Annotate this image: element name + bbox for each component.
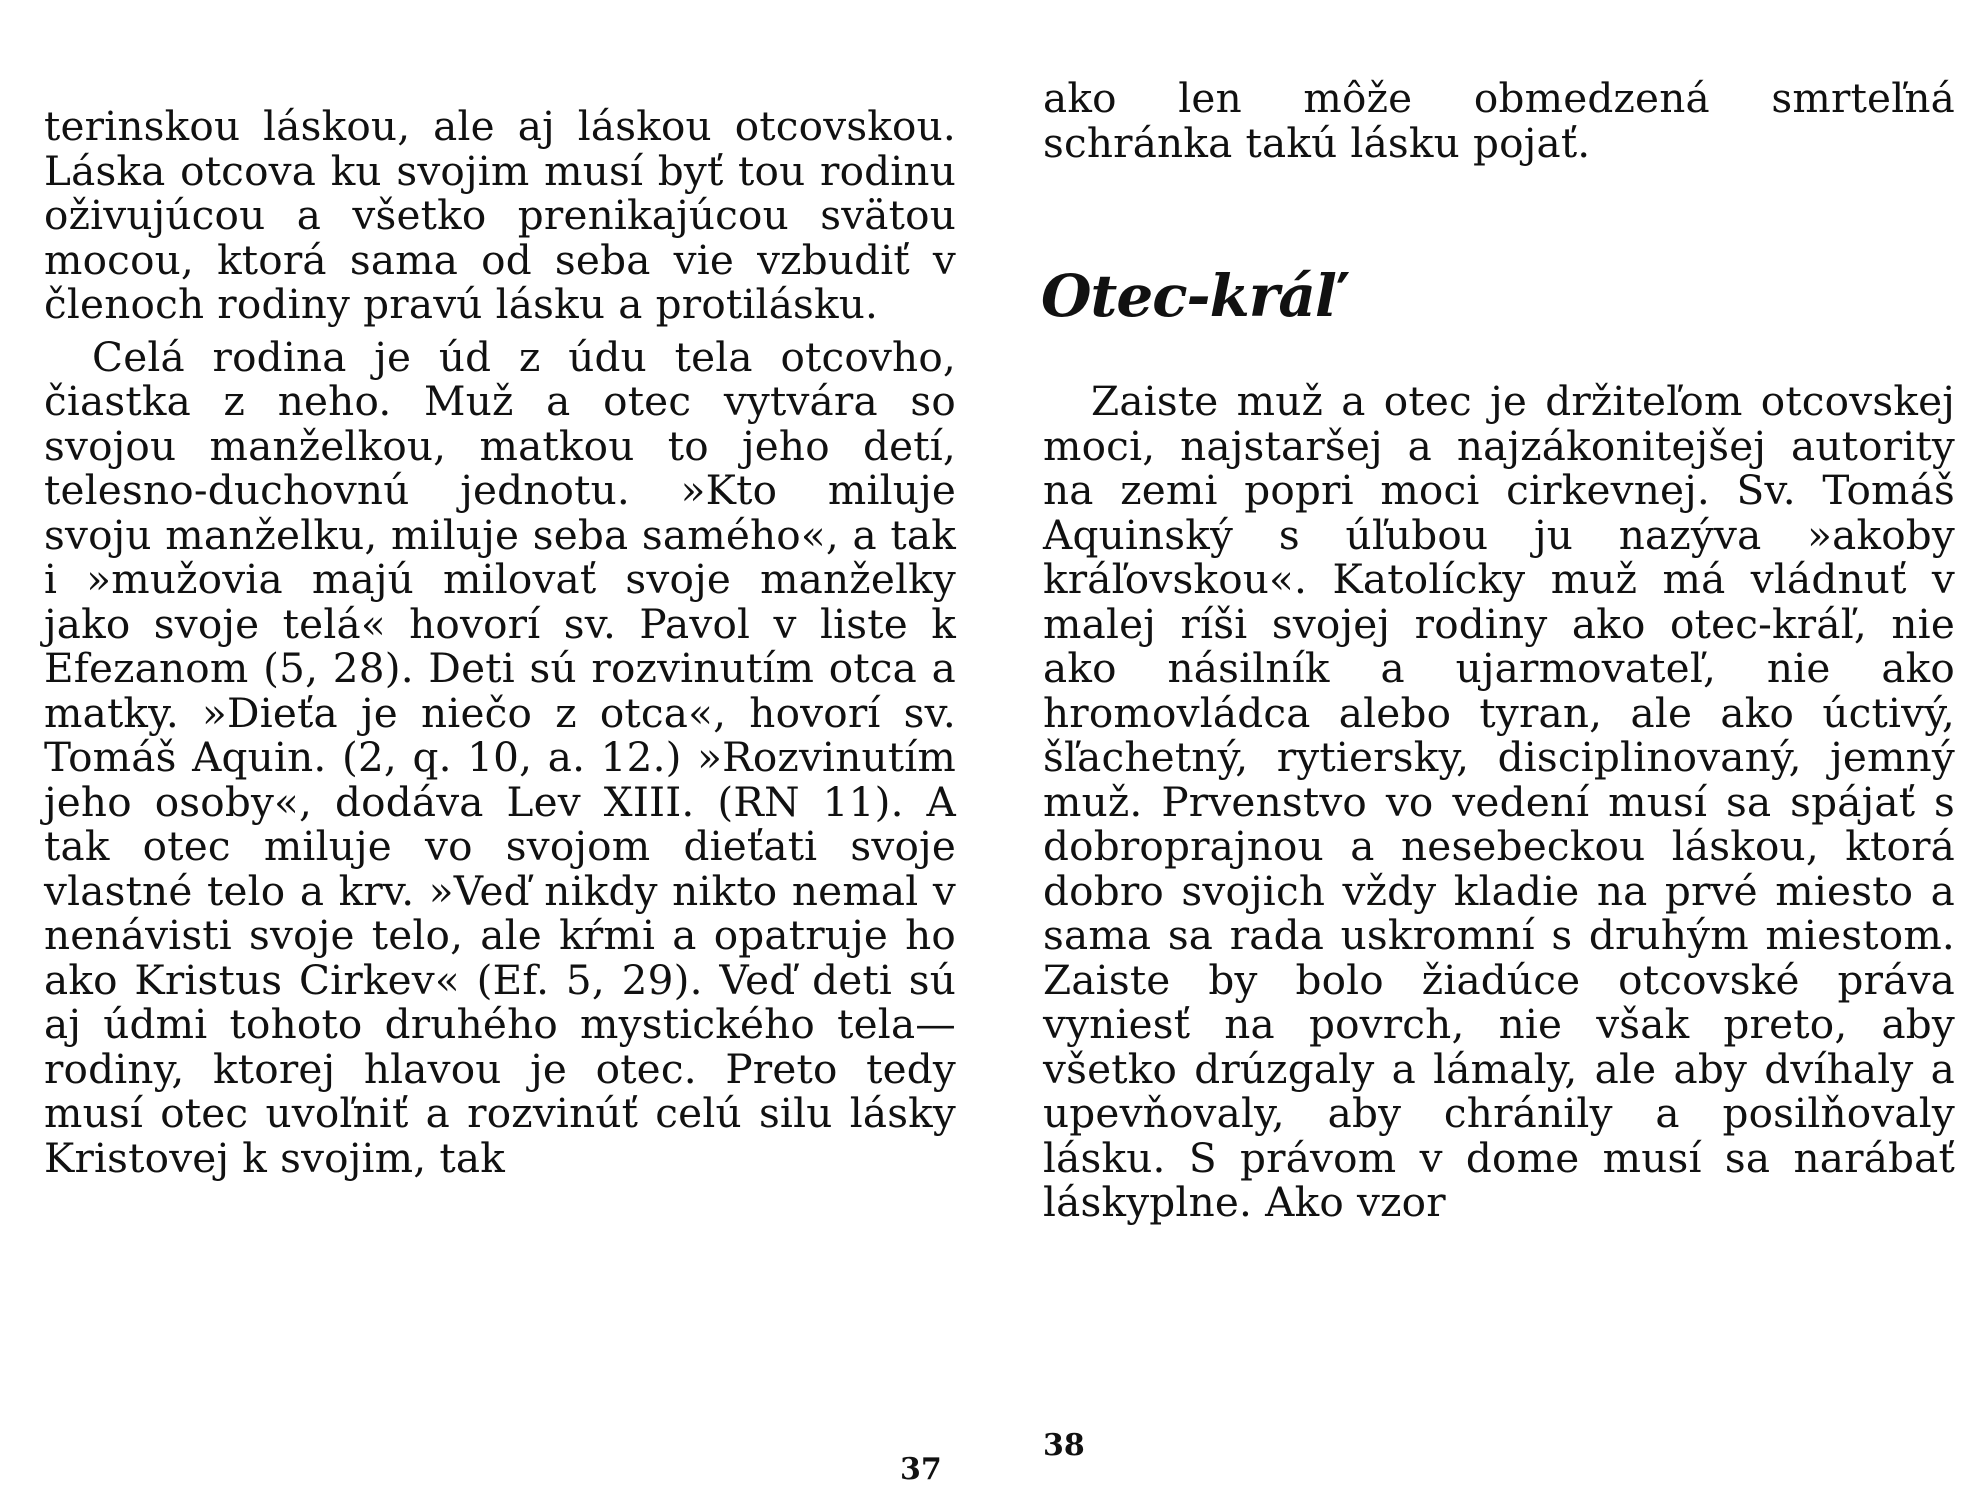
left-paragraph-1: terinskou láskou, ale aj láskou otcovskou. Láska otcova ku svojim musí byť tou rodinu oživujúcou a všetko prenikajúcou svätou mocou, ktorá sama od seba vie vzbudiť v členoch rodiny pravú lásku a protilásku. [44,102,956,328]
right-paragraph-1: Zaiste muž a otec je držiteľom otcovskej moci, najstaršej a najzákonitejšej autority na zemi popri moci cirkevnej. Sv. Tomáš Aquinský s úľubou ju nazýva »akoby kráľovskou«. Katolícky muž má vládnuť v malej ríši svojej rodiny ako otec-kráľ, nie ako násilník a ujarmovateľ, nie ako hromovládca alebo tyran, ale ako úctivý, šľachetný, rytiersky, disciplinovaný, jemný muž. Prvenstvo vo vedení musí sa spájať s dobroprajnou a nesebeckou láskou, ktorá dobro svojich vždy kladie na prvé miesto a sama sa rada uskromní s druhým miestom. Zaiste by bolo žiadúce otcovské práva vyniesť na povrch, nie však preto, aby všetko drúzgaly a lámaly, ale aby dvíhaly a upevňovaly, aby chránily a posilňovaly lásku. S právom v dome musí sa narábať láskyplne. Ako vzor [1043,377,1955,1226]
section-title: Otec-kráľ [1041,262,1344,330]
page-number-right: 38 [1043,1428,1085,1463]
left-page-text [44,104,956,1180]
page-number-left: 37 [900,1452,942,1487]
right-page-continuation [1043,76,1955,165]
left-paragraph-2: Celá rodina je úd z údu tela otcovho, čiastka z neho. Muž a otec vytvára so svojou manželkou, matkou to jeho detí, telesno-duchovnú jednotu. »Kto miluje svoju manželku, miluje seba samého«, a tak i »mužovia majú milovať svoje manželky jako svoje telá« hovorí sv. Pavol v liste k Efezanom (5, 28). Deti sú rozvinutím otca a matky. »Dieťa je niečo z otca«, hovorí sv. Tomáš Aquin. (2, q. 10, a. 12.) »Rozvinutím jeho osoby«, dodáva Lev XIII. (RN 11). A tak otec miluje vo svojom dieťati svoje vlastné telo a krv. »Veď nikdy nikto nemal v nenávisti svoje telo, ale kŕmi a opatruje ho ako Kristus Cirkev« (Ef. 5, 29). Veď deti sú aj údmi tohoto druhého mystického tela—rodiny, ktorej hlavou je otec. Preto tedy musí otec uvoľniť a rozvinúť celú silu lásky Kristovej k svojim, tak [44,332,956,1182]
right-page [993,0,1986,1500]
right-continuation-text: ako len môže obmedzená smrteľná schránka takú lásku pojať. [1043,74,1955,167]
right-page-text [1043,379,1955,1225]
